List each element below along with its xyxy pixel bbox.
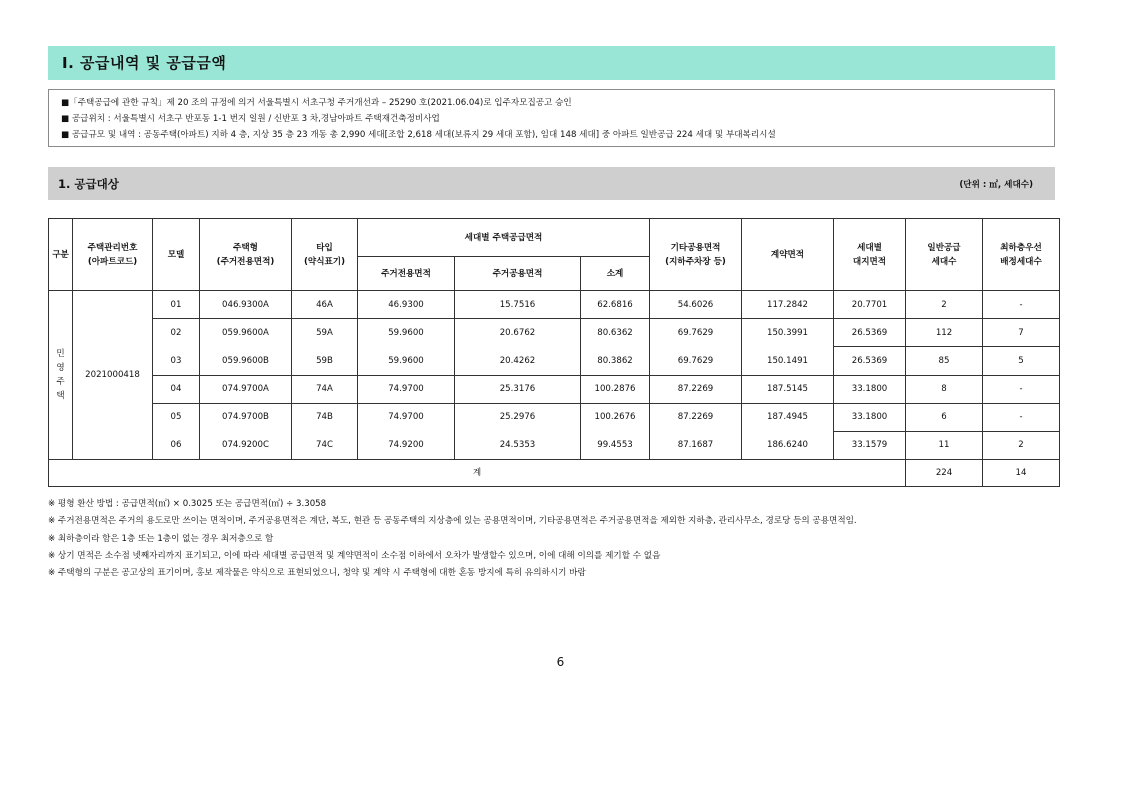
management-number-cell: 2021000418 (73, 291, 153, 460)
cell-model: 05 (153, 403, 200, 431)
header-contract-area: 계약면적 (742, 219, 834, 291)
cell-lowest: 5 (983, 347, 1060, 375)
cell-type: 46A (292, 291, 358, 319)
cell-subtotal: 80.6362 (581, 319, 650, 347)
cell-lowest: - (983, 403, 1060, 431)
cell-subtotal: 100.2876 (581, 375, 650, 403)
cell-lowest: - (983, 291, 1060, 319)
cell-contract: 187.4945 (742, 403, 834, 431)
cell-common: 25.2976 (455, 403, 581, 431)
cell-exclusive: 46.9300 (358, 291, 455, 319)
cell-general: 85 (906, 347, 983, 375)
cell-other-common: 69.7629 (650, 347, 742, 375)
cell-contract: 186.6240 (742, 431, 834, 459)
cell-model: 04 (153, 375, 200, 403)
cell-land: 33.1579 (834, 431, 906, 459)
cell-common: 15.7516 (455, 291, 581, 319)
notes (48, 496, 857, 582)
section-title: 1. 공급대상 (58, 176, 119, 191)
note-decimal-precision: ※ 상기 면적은 소수점 넷째자리까지 표기되고, 이에 따라 세대별 공급면적 및 계약면적이 소수점 이하에서 오차가 발생할수 있으며, 이에 대해 이의를 제기할 수 없음 (48, 550, 661, 561)
header-model: 모델 (153, 219, 200, 291)
cell-general: 8 (906, 375, 983, 403)
supply-table (48, 218, 1060, 487)
table-header-row (49, 219, 1060, 257)
cell-land: 20.7701 (834, 291, 906, 319)
cell-lowest: 2 (983, 431, 1060, 459)
header-common-area: 주거공용면적 (455, 257, 581, 291)
table-row (49, 347, 1060, 375)
cell-model: 01 (153, 291, 200, 319)
total-label: 계 (49, 459, 906, 486)
note-lowest-floor: ※ 최하층이라 함은 1층 또는 1층이 없는 경우 최저층으로 함 (48, 533, 274, 544)
header-land-area: 세대별 대지면적 (834, 219, 906, 291)
cell-general: 6 (906, 403, 983, 431)
header-lowest-floor: 최하층우선 배정세대수 (983, 219, 1060, 291)
cell-exclusive: 59.9600 (358, 347, 455, 375)
header-type: 타입 (약식표기) (292, 219, 358, 291)
cell-contract: 150.3991 (742, 319, 834, 347)
cell-house-type: 074.9700A (200, 375, 292, 403)
table-row (49, 319, 1060, 347)
cell-type: 59A (292, 319, 358, 347)
category-cell: 민 영 주 택 (49, 291, 73, 460)
cell-general: 112 (906, 319, 983, 347)
cell-other-common: 69.7629 (650, 319, 742, 347)
cell-other-common: 87.2269 (650, 375, 742, 403)
cell-exclusive: 74.9700 (358, 375, 455, 403)
cell-land: 33.1800 (834, 375, 906, 403)
cell-type: 59B (292, 347, 358, 375)
header-other-common: 기타공용면적 (지하주차장 등) (650, 219, 742, 291)
unit-label: (단위 : ㎡, 세대수) (959, 179, 1033, 190)
cell-common: 25.3176 (455, 375, 581, 403)
cell-house-type: 046.9300A (200, 291, 292, 319)
cell-model: 06 (153, 431, 200, 459)
notice-approval: ■「주택공급에 관한 규칙」제 20 조의 규정에 의거 서울특별시 서초구청 주거개선과 – 25290 호(2021.06.04)로 입주자모집공고 승인 (61, 98, 572, 108)
cell-other-common: 87.2269 (650, 403, 742, 431)
note-type-naming: ※ 주택형의 구분은 공고상의 표기이며, 홍보 제작물은 약식으로 표현되었으니, 청약 및 계약 시 주택형에 대한 혼동 방지에 특히 유의하시기 바람 (48, 568, 586, 579)
cell-subtotal: 62.6816 (581, 291, 650, 319)
cell-general: 11 (906, 431, 983, 459)
cell-lowest: - (983, 375, 1060, 403)
table-row (49, 431, 1060, 459)
cell-other-common: 54.6026 (650, 291, 742, 319)
cell-type: 74C (292, 431, 358, 459)
note-area-definition: ※ 주거전용면적은 주거의 용도로만 쓰이는 면적이며, 주거공용면적은 계단, 복도, 현관 등 공동주택의 지상층에 있는 공용면적이며, 기타공용면적은 주거공용면적을 제외한 지하층, 관리사무소, 경로당 등의 공용면적임. (48, 516, 857, 527)
total-lowest: 14 (983, 459, 1060, 486)
header-exclusive-area: 주거전용면적 (358, 257, 455, 291)
cell-subtotal: 99.4553 (581, 431, 650, 459)
cell-house-type: 059.9600A (200, 319, 292, 347)
cell-common: 20.4262 (455, 347, 581, 375)
table-total-row (49, 459, 1060, 486)
table-row (49, 375, 1060, 403)
cell-land: 26.5369 (834, 319, 906, 347)
cell-other-common: 87.1687 (650, 431, 742, 459)
header-mgmt-no: 주택관리번호 (아파트코드) (73, 219, 153, 291)
cell-land: 26.5369 (834, 347, 906, 375)
total-general: 224 (906, 459, 983, 486)
cell-house-type: 074.9200C (200, 431, 292, 459)
cell-model: 03 (153, 347, 200, 375)
header-subtotal: 소계 (581, 257, 650, 291)
table-row (49, 291, 1060, 319)
cell-common: 20.6762 (455, 319, 581, 347)
cell-model: 02 (153, 319, 200, 347)
header-area-group: 세대별 주택공급면적 (358, 219, 650, 257)
notice-scale: ■ 공급규모 및 내역 : 공동주택(아파트) 지하 4 층, 지상 35 층 23 개동 총 2,990 세대[조합 2,618 세대(보류지 29 세대 포함), 임대 148 세대] 중 아파트 일반공급 224 세대 및 부대복리시설 (61, 130, 776, 140)
cell-lowest: 7 (983, 319, 1060, 347)
notice-box (48, 89, 1055, 147)
cell-type: 74B (292, 403, 358, 431)
cell-land: 33.1800 (834, 403, 906, 431)
cell-contract: 187.5145 (742, 375, 834, 403)
cell-subtotal: 80.3862 (581, 347, 650, 375)
page-number: 6 (556, 655, 565, 669)
cell-common: 24.5353 (455, 431, 581, 459)
header-gubun: 구분 (49, 219, 73, 291)
cell-house-type: 059.9600B (200, 347, 292, 375)
header-general-supply: 일반공급 세대수 (906, 219, 983, 291)
page-title: Ⅰ. 공급내역 및 공급금액 (48, 46, 1055, 80)
cell-subtotal: 100.2676 (581, 403, 650, 431)
cell-exclusive: 74.9700 (358, 403, 455, 431)
table-row (49, 403, 1060, 431)
section-header (48, 167, 1055, 200)
note-pyeong-conversion: ※ 평형 환산 방법 : 공급면적(㎡) × 0.3025 또는 공급면적(㎡) ÷ 3.3058 (48, 499, 327, 509)
cell-exclusive: 74.9200 (358, 431, 455, 459)
header-house-type: 주택형 (주거전용면적) (200, 219, 292, 291)
cell-exclusive: 59.9600 (358, 319, 455, 347)
cell-contract: 150.1491 (742, 347, 834, 375)
cell-type: 74A (292, 375, 358, 403)
notice-location: ■ 공급위치 : 서울특별시 서초구 반포동 1-1 번지 일원 / 신반포 3 차,경남아파트 주택재건축정비사업 (61, 114, 440, 124)
cell-house-type: 074.9700B (200, 403, 292, 431)
cell-contract: 117.2842 (742, 291, 834, 319)
cell-general: 2 (906, 291, 983, 319)
